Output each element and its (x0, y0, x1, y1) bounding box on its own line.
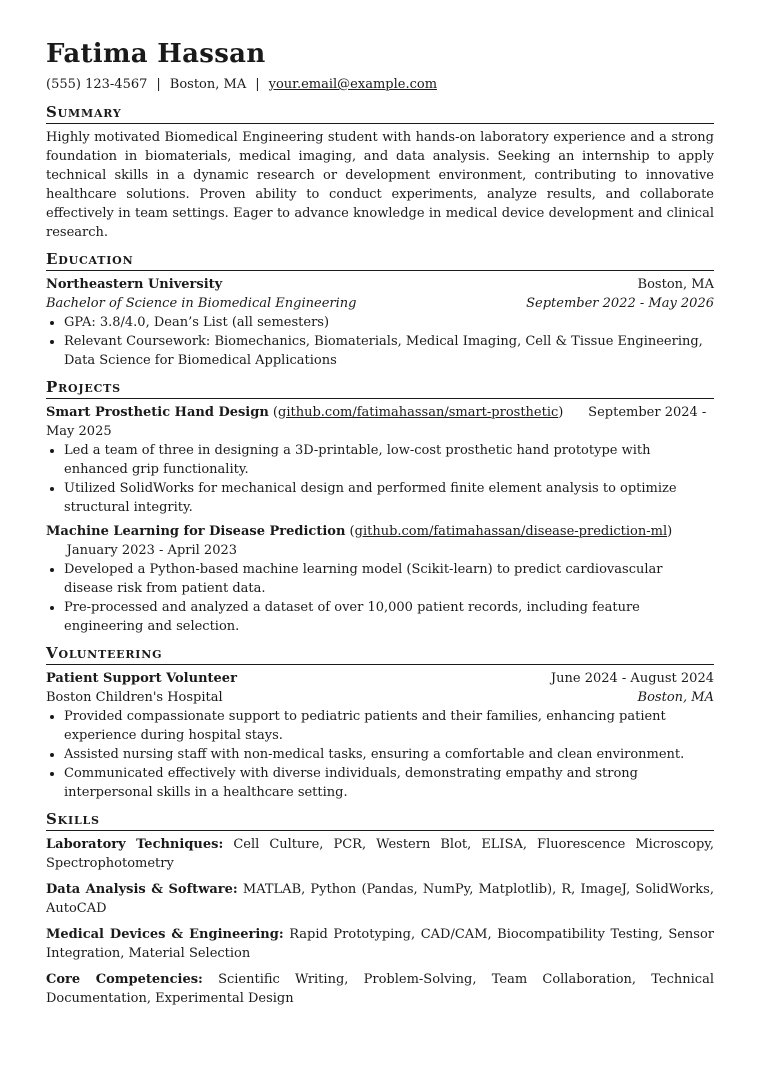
education-dates: September 2022 - May 2026 (526, 296, 714, 311)
project-header: Machine Learning for Disease Prediction (github.com/fatimahassan/disease-prediction-ml) January 2023 - April 2023 (46, 524, 673, 558)
list-item: • Led a team of three in designing a 3D-printable, low-cost prosthetic hand prototype with enhanced grip functionality. (64, 441, 714, 479)
skill-label: Medical Devices & Engineering: (46, 927, 284, 942)
section-title-projects: Projects (46, 377, 714, 399)
resume-page (46, 38, 714, 1015)
skill-line (46, 970, 714, 1008)
phone: (555) 123-4567 (46, 77, 148, 92)
project-entry (46, 522, 714, 636)
section-title-volunteering: Volunteering (46, 643, 714, 665)
summary-section (46, 102, 714, 242)
skill-label: Data Analysis & Software: (46, 882, 238, 897)
project-entry (46, 403, 714, 517)
resume-name: Fatima Hassan (46, 39, 266, 69)
separator: | (255, 77, 260, 92)
volunteer-role: Patient Support Volunteer (46, 671, 237, 686)
project-name: Machine Learning for Disease Prediction (46, 524, 346, 539)
skill-line (46, 835, 714, 873)
education-section (46, 249, 714, 370)
project-link[interactable]: github.com/fatimahassan/disease-prediction-ml (354, 524, 668, 539)
skill-line (46, 880, 714, 918)
skill-value: Scientific Writing, Problem-Solving, Team Collaboration, Technical Documentation, Experimental Design (46, 972, 714, 1006)
education-bullets (46, 313, 714, 370)
volunteer-org: Boston Children's Hospital (46, 690, 223, 705)
contact-line (46, 76, 714, 94)
summary-text: Highly motivated Biomedical Engineering student with hands-on laboratory experience and a strong foundation in biomaterials, medical imaging, and data analysis. Seeking an internship to apply technical skills in a dynamic research or development environment, contributing to innovative healthcare solutions. Proven ability to conduct experiments, analyze results, and collaborate effectively in team settings. Eager to advance knowledge in medical device development and clinical research. (46, 130, 714, 240)
skill-label: Core Competencies: (46, 972, 203, 987)
volunteering-section (46, 643, 714, 802)
project-name: Smart Prosthetic Hand Design (46, 405, 269, 420)
school-location: Boston, MA (637, 277, 714, 292)
list-item: • GPA: 3.8/4.0, Dean’s List (all semesters) (64, 313, 714, 332)
list-item: • Relevant Coursework: Biomechanics, Biomaterials, Medical Imaging, Cell & Tissue Engineering, Data Science for Biomedical Applications (64, 332, 714, 370)
email-link[interactable]: your.email@example.com (268, 77, 438, 92)
projects-section (46, 377, 714, 636)
volunteer-header (46, 669, 714, 688)
project-bullets (46, 441, 714, 517)
section-title-skills: Skills (46, 809, 714, 831)
project-bullets (46, 560, 714, 636)
list-item: • Developed a Python-based machine learning model (Scikit-learn) to predict cardiovascular disease risk from patient data. (64, 560, 714, 598)
skills-section (46, 809, 714, 1008)
section-title-summary: Summary (46, 102, 714, 124)
project-link[interactable]: github.com/fatimahassan/smart-prosthetic (278, 405, 559, 420)
skill-value: Cell Culture, PCR, Western Blot, ELISA, Fluorescence Microscopy, Spectrophotometry (46, 837, 715, 871)
volunteer-subheader (46, 688, 714, 707)
volunteer-dates: June 2024 - August 2024 (550, 671, 714, 686)
volunteer-bullets (46, 707, 714, 802)
school-name: Northeastern University (46, 277, 223, 292)
list-item: • Utilized SolidWorks for mechanical design and performed finite element analysis to optimize structural integrity. (64, 479, 714, 517)
list-item: • Pre-processed and analyzed a dataset of over 10,000 patient records, including feature engineering and selection. (64, 598, 714, 636)
degree: Bachelor of Science in Biomedical Engineering (46, 296, 357, 311)
list-item: • Assisted nursing staff with non-medical tasks, ensuring a comfortable and clean environment. (64, 745, 714, 764)
location: Boston, MA (169, 77, 247, 92)
project-header: Smart Prosthetic Hand Design (github.com/fatimahassan/smart-prosthetic) September 2024 - May 2025 (46, 405, 707, 439)
skill-label: Laboratory Techniques: (46, 837, 224, 852)
list-item: • Provided compassionate support to pediatric patients and their families, enhancing patient experience during hospital stays. (64, 707, 714, 745)
project-dates: January 2023 - April 2023 (66, 543, 238, 558)
separator: | (156, 77, 161, 92)
skill-value: Rapid Prototyping, CAD/CAM, Biocompatibility Testing, Sensor Integration, Material Selection (46, 927, 715, 961)
project-dates: September 2024 - May 2025 (46, 405, 707, 439)
volunteer-location: Boston, MA (637, 690, 714, 705)
skill-value: MATLAB, Python (Pandas, NumPy, Matplotlib), R, ImageJ, SolidWorks, AutoCAD (46, 882, 714, 916)
education-subheader (46, 294, 714, 313)
skill-line (46, 925, 714, 963)
list-item: • Communicated effectively with diverse individuals, demonstrating empathy and strong interpersonal skills in a healthcare setting. (64, 764, 714, 802)
section-title-education: Education (46, 249, 714, 271)
education-header (46, 275, 714, 294)
